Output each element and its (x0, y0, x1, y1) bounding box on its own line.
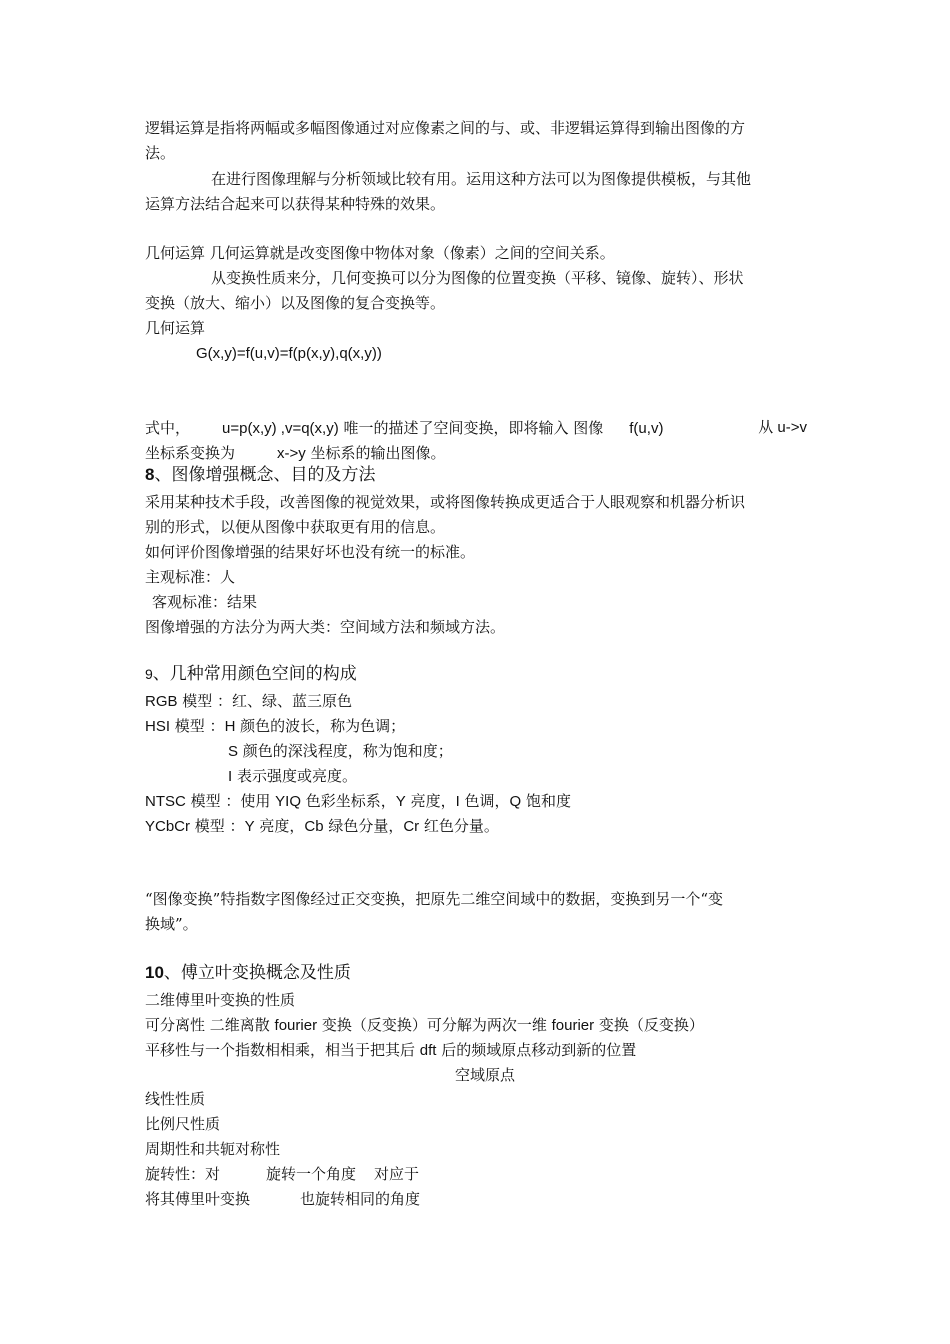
expl-uv: u=p(x,y) ,v=q(x,y) (222, 420, 339, 437)
section-10-line-1: 二维傅里叶变换的性质 (145, 991, 296, 1009)
ntsc-coord: 色彩坐标系， (301, 792, 396, 810)
linear-property: 线性性质 (145, 1090, 206, 1108)
hsi-i-line (228, 766, 357, 787)
rot-c: 对应于 (374, 1165, 420, 1183)
hsi-h: H (224, 718, 236, 735)
section-9-title: 、几种常用颜色空间的构成 (152, 664, 357, 684)
section-8-line-5: 客观标准：结果 (152, 593, 258, 611)
rot2-b: 也旋转相同的角度 (300, 1190, 421, 1208)
hsi-label: HSI (145, 718, 171, 735)
section-8-line-1: 采用某种技术手段，改善图像的视觉效果，或将图像转换成更适合于人眼观察和机器分析识 (145, 493, 746, 511)
geometry-paragraph-line-2: 变换（放大、缩小）以及图像的复合变换等。 (145, 294, 446, 312)
expl-prefix: 式中， (145, 419, 191, 437)
separability-line (145, 1015, 704, 1036)
hsi-i: I (228, 768, 233, 785)
ntsc-i: I (455, 793, 460, 810)
geometry-label: 几何运算 (145, 319, 206, 337)
scale-property: 比例尺性质 (145, 1115, 221, 1133)
hsi-sep: 模型 ： (170, 717, 225, 735)
expl2-xy: x->y (277, 445, 306, 462)
ntsc-y-desc: 亮度， (405, 792, 456, 810)
ycbcr-sep: 模型 ： (190, 817, 245, 835)
section-10-heading (145, 962, 351, 984)
ntsc-q-desc: 饱和度 (521, 792, 571, 810)
geometry-formula: G(x,y)=f(u,v)=f(p(x,y),q(x,y)) (196, 345, 382, 362)
ntsc-q: Q (509, 793, 522, 810)
logic-paragraph2-line-1: 在进行图像理解与分析领域比较有用。运用这种方法可以为图像提供模板，与其他 (211, 170, 752, 188)
logic-paragraph-line-2: 法。 (145, 144, 176, 162)
rgb-label: RGB (145, 693, 178, 710)
ycbcr-cr-desc: 红色分量。 (419, 817, 499, 835)
rotation-line-2 (145, 1189, 420, 1209)
hsi-s: S (228, 743, 239, 760)
hsi-model-line (145, 716, 405, 737)
hsi-s-line (228, 741, 453, 762)
spatial-origin-label: 空域原点 (455, 1066, 516, 1084)
section-8-line-3: 如何评价图像增强的结果好坏也没有统一的标准。 (145, 543, 476, 561)
ycbcr-y-desc: 亮度， (254, 817, 305, 835)
rot-b: 旋转一个角度 (266, 1165, 357, 1183)
section-9-number: 9 (145, 666, 153, 682)
section-8-line-2: 别的形式，以便从图像中获取更有用的信息。 (145, 518, 446, 536)
shift-a: 平移性与一个指数相相乘，相当于把其后 (145, 1041, 420, 1059)
rot-a: 旋转性：对 (145, 1165, 221, 1183)
transform-line-2: 换域”。 (145, 915, 198, 933)
ntsc-yiq: YIQ (275, 793, 301, 810)
shift-dft: dft (419, 1042, 437, 1059)
periodicity-property: 周期性和共轭对称性 (145, 1140, 281, 1158)
expl-mid: 唯一的描述了空间变换，即将输入 图像 (338, 419, 604, 437)
geometry-explanation-line-1 (145, 418, 807, 439)
sep-fourier-2: fourier (551, 1017, 595, 1034)
geometry-title-line: 几何运算 几何运算就是改变图像中物体对象（像素）之间的空间关系。 (145, 244, 615, 262)
ntsc-y: Y (395, 793, 406, 810)
ycbcr-cb-desc: 绿色分量， (323, 817, 404, 835)
section-10-number: 10 (145, 963, 164, 982)
geometry-paragraph-line-1: 从变换性质来分，几何变换可以分为图像的位置变换（平移、镜像、旋转）、形状 (211, 269, 744, 287)
rotation-line-1 (145, 1164, 419, 1184)
section-8-number: 8 (145, 465, 155, 484)
transform-line-1: “图像变换”特指数字图像经过正交变换，把原先二维空间域中的数据，变换到另一个“变 (145, 890, 724, 908)
section-9-heading (145, 663, 357, 685)
sep-c: 变换（反变换）可分解为两次一维 (317, 1016, 552, 1034)
ycbcr-label: YCbCr (145, 818, 191, 835)
shift-line (145, 1040, 636, 1061)
expl2-suffix: 坐标系的输出图像。 (305, 444, 446, 462)
sep-e: 变换（反变换） (594, 1016, 704, 1034)
ntsc-label: NTSC (145, 793, 186, 810)
section-8-line-4: 主观标准：人 (145, 568, 236, 586)
expl2-prefix: 坐标系变换为 (145, 444, 236, 462)
rgb-desc: 模型 ：红、绿、蓝三原色 (177, 692, 353, 710)
section-8-heading (145, 464, 375, 486)
rgb-model-line (145, 691, 352, 712)
sep-fourier-1: fourier (274, 1017, 318, 1034)
hsi-h-desc: 颜色的波长，称为色调； (235, 717, 406, 735)
logic-paragraph2-line-2: 运算方法结合起来可以获得某种特殊的效果。 (145, 195, 446, 213)
ycbcr-cr: Cr (403, 818, 420, 835)
ntsc-model-line (145, 791, 571, 812)
rot2-a: 将其傅里叶变换 (145, 1190, 251, 1208)
ycbcr-cb: Cb (304, 818, 324, 835)
geometry-explanation-line-2 (145, 443, 446, 464)
ntsc-i-desc: 色调， (459, 792, 510, 810)
shift-c: 后的频域原点移动到新的位置 (436, 1041, 637, 1059)
expl-uv-arrow: 从 u->v (758, 419, 807, 436)
hsi-i-desc: 表示强度或亮度。 (232, 767, 357, 785)
logic-paragraph-line-1: 逻辑运算是指将两幅或多幅图像通过对应像素之间的与、或、非逻辑运算得到输出图像的方 (145, 119, 746, 137)
sep-a: 可分离性 二维离散 (145, 1016, 275, 1034)
hsi-s-desc: 颜色的深浅程度，称为饱和度； (238, 742, 453, 760)
expl-fuv: f(u,v) (629, 420, 664, 437)
ycbcr-model-line (145, 816, 499, 837)
ntsc-sep: 模型 ：使用 (185, 792, 276, 810)
section-10-title: 、傅立叶变换概念及性质 (163, 963, 351, 983)
ycbcr-y: Y (244, 818, 255, 835)
section-8-line-6: 图像增强的方法分为两大类：空间域方法和频域方法。 (145, 618, 506, 636)
section-8-title: 、图像增强概念、目的及方法 (154, 465, 376, 485)
